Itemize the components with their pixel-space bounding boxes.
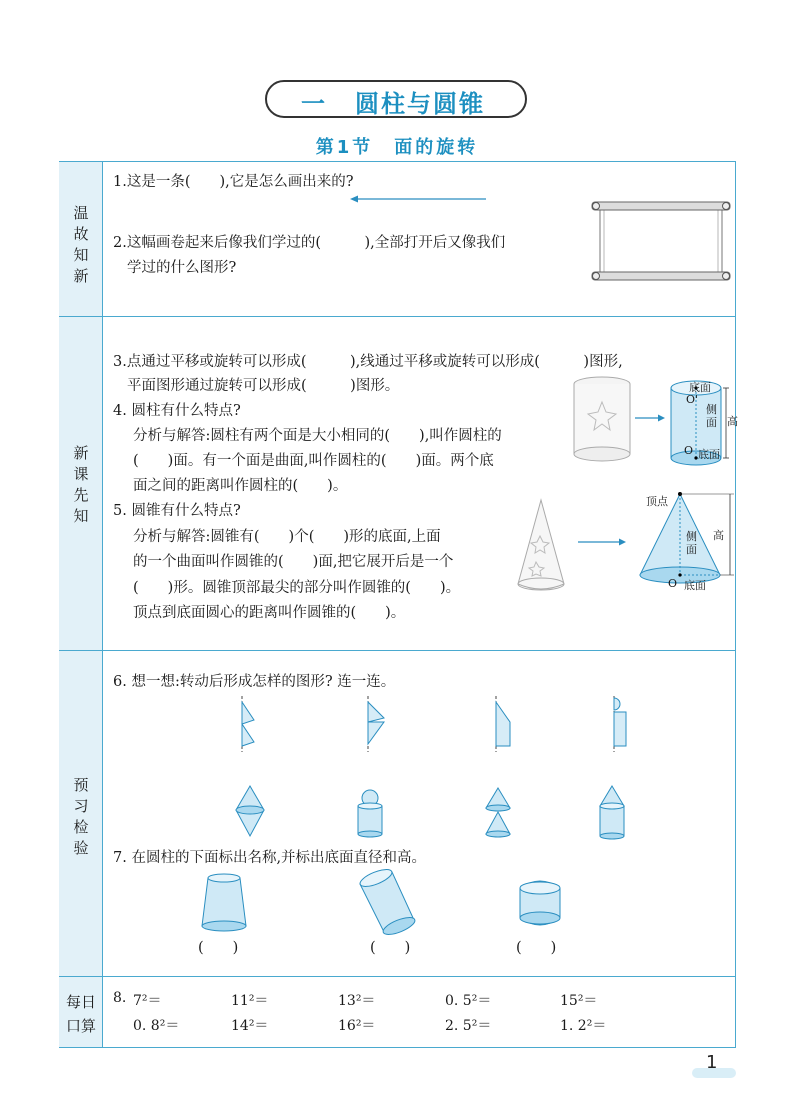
- lantern-cylinder-image: [570, 374, 634, 464]
- side-label-daily-line: 每日口算: [66, 993, 97, 1035]
- stacked-cones-solid: [486, 788, 510, 837]
- cone-label-o: O: [668, 577, 678, 590]
- question-4-text3: 面之间的距离叫作圆柱的( )。: [133, 478, 348, 494]
- scroll-painting-icon: [592, 198, 732, 284]
- question-3-line1: 3.点通过平移或旋转可以形成( ),线通过平移或旋转可以形成( )图形,: [113, 354, 623, 370]
- mental-math-item: 14²＝: [231, 1018, 269, 1034]
- question-1: 1.这是一条( ),它是怎么画出来的?: [113, 174, 354, 190]
- arrow-icon: [635, 414, 665, 422]
- answer-blank-1[interactable]: ( ): [198, 940, 239, 956]
- cone-label-bottom: 底面: [684, 579, 706, 592]
- answer-blank-3[interactable]: ( ): [516, 940, 557, 956]
- mental-math-item: 2. 5²＝: [445, 1018, 492, 1034]
- cylinder-label-height: 高: [727, 415, 738, 428]
- question-8-label: 8.: [113, 990, 127, 1006]
- cone-label-apex: 顶点: [646, 495, 668, 508]
- question-6: 6. 想一想:转动后形成怎样的图形? 连一连。: [113, 674, 396, 690]
- divider: [59, 976, 736, 977]
- mental-math-item: 0. 5²＝: [445, 993, 492, 1009]
- mental-math-item: 11²＝: [231, 993, 269, 1009]
- rotation-figure-3: [496, 696, 510, 752]
- question-4-head: 4. 圆柱有什么特点?: [113, 403, 241, 419]
- rotation-figure-1: [242, 696, 254, 752]
- divider: [59, 650, 736, 651]
- cylinders-to-label: [198, 874, 578, 936]
- ray-line: [350, 194, 490, 204]
- side-label-review: 温故知新: [73, 204, 89, 285]
- solid-figures-row: [234, 782, 634, 844]
- cylinder-label-o: O: [684, 444, 694, 457]
- rotation-figure-2: [368, 696, 384, 752]
- question-2-line2: 学过的什么图形?: [127, 260, 237, 276]
- answer-blank-2[interactable]: ( ): [370, 940, 411, 956]
- cylinder-label-o1: O': [686, 393, 699, 406]
- chapter-title: 圆柱与圆锥: [355, 90, 485, 118]
- question-5-text2: 的一个曲面叫作圆锥的( )面,把它展开后是一个: [133, 554, 454, 570]
- chapter-title-pill: [265, 80, 527, 118]
- question-3-line2: 平面图形通过旋转可以形成( )图形。: [127, 378, 400, 394]
- question-5-text3: ( )形。圆锥顶部最尖的部分叫作圆锥的( )。: [133, 580, 461, 596]
- plane-figures-row: [234, 694, 634, 756]
- mental-math-item: 13²＝: [338, 993, 376, 1009]
- short-cylinder-3: [520, 881, 560, 925]
- question-5-text4: 顶点到底面圆心的距离叫作圆锥的( )。: [133, 605, 406, 621]
- cone-on-cylinder-solid: [600, 786, 624, 839]
- side-label-preview: 预习检验: [73, 776, 89, 857]
- double-cone-solid: [236, 786, 264, 836]
- cone-label-height: 高: [713, 529, 724, 542]
- mental-math-item: 1. 2²＝: [560, 1018, 607, 1034]
- side-label-newlesson: 新课先知: [73, 444, 89, 525]
- side-label-daily: [59, 990, 103, 1038]
- page-number: 1: [706, 1052, 718, 1073]
- question-4-text2: ( )面。有一个面是曲面,叫作圆柱的( )面。两个底: [133, 453, 494, 469]
- cylinder-label-bottom: 底面: [698, 448, 720, 461]
- question-2-line1: 2.这幅画卷起来后像我们学过的( ),全部打开后又像我们: [113, 235, 506, 251]
- arrow-icon: [578, 538, 626, 546]
- mental-math-item: 15²＝: [560, 993, 598, 1009]
- rotation-figure-4: [614, 696, 626, 752]
- chapter-number: 一: [301, 90, 325, 118]
- mental-math-item: 16²＝: [338, 1018, 376, 1034]
- question-7: 7. 在圆柱的下面标出名称,并标出底面直径和高。: [113, 850, 427, 866]
- tilted-cylinder-2: [358, 866, 417, 938]
- tilted-cylinder-1: [202, 874, 246, 931]
- mental-math-item: 0. 8²＝: [133, 1018, 180, 1034]
- question-4-text1: 分析与解答:圆柱有两个面是大小相同的( ),叫作圆柱的: [133, 428, 502, 444]
- question-5-head: 5. 圆锥有什么特点?: [113, 503, 241, 519]
- cylinder-label-top: 底面: [689, 381, 711, 394]
- cylinder-label-side: 侧面: [706, 403, 717, 429]
- divider: [59, 316, 736, 317]
- section-title: 第1节 面的旋转: [315, 137, 479, 158]
- cone-label-side: 侧面: [686, 530, 697, 556]
- party-hat-cone-image: [512, 496, 570, 596]
- question-5-text1: 分析与解答:圆锥有( )个( )形的底面,上面: [133, 529, 441, 545]
- mental-math-item: 7²＝: [133, 993, 162, 1009]
- cylinder-with-sphere-solid: [358, 790, 382, 837]
